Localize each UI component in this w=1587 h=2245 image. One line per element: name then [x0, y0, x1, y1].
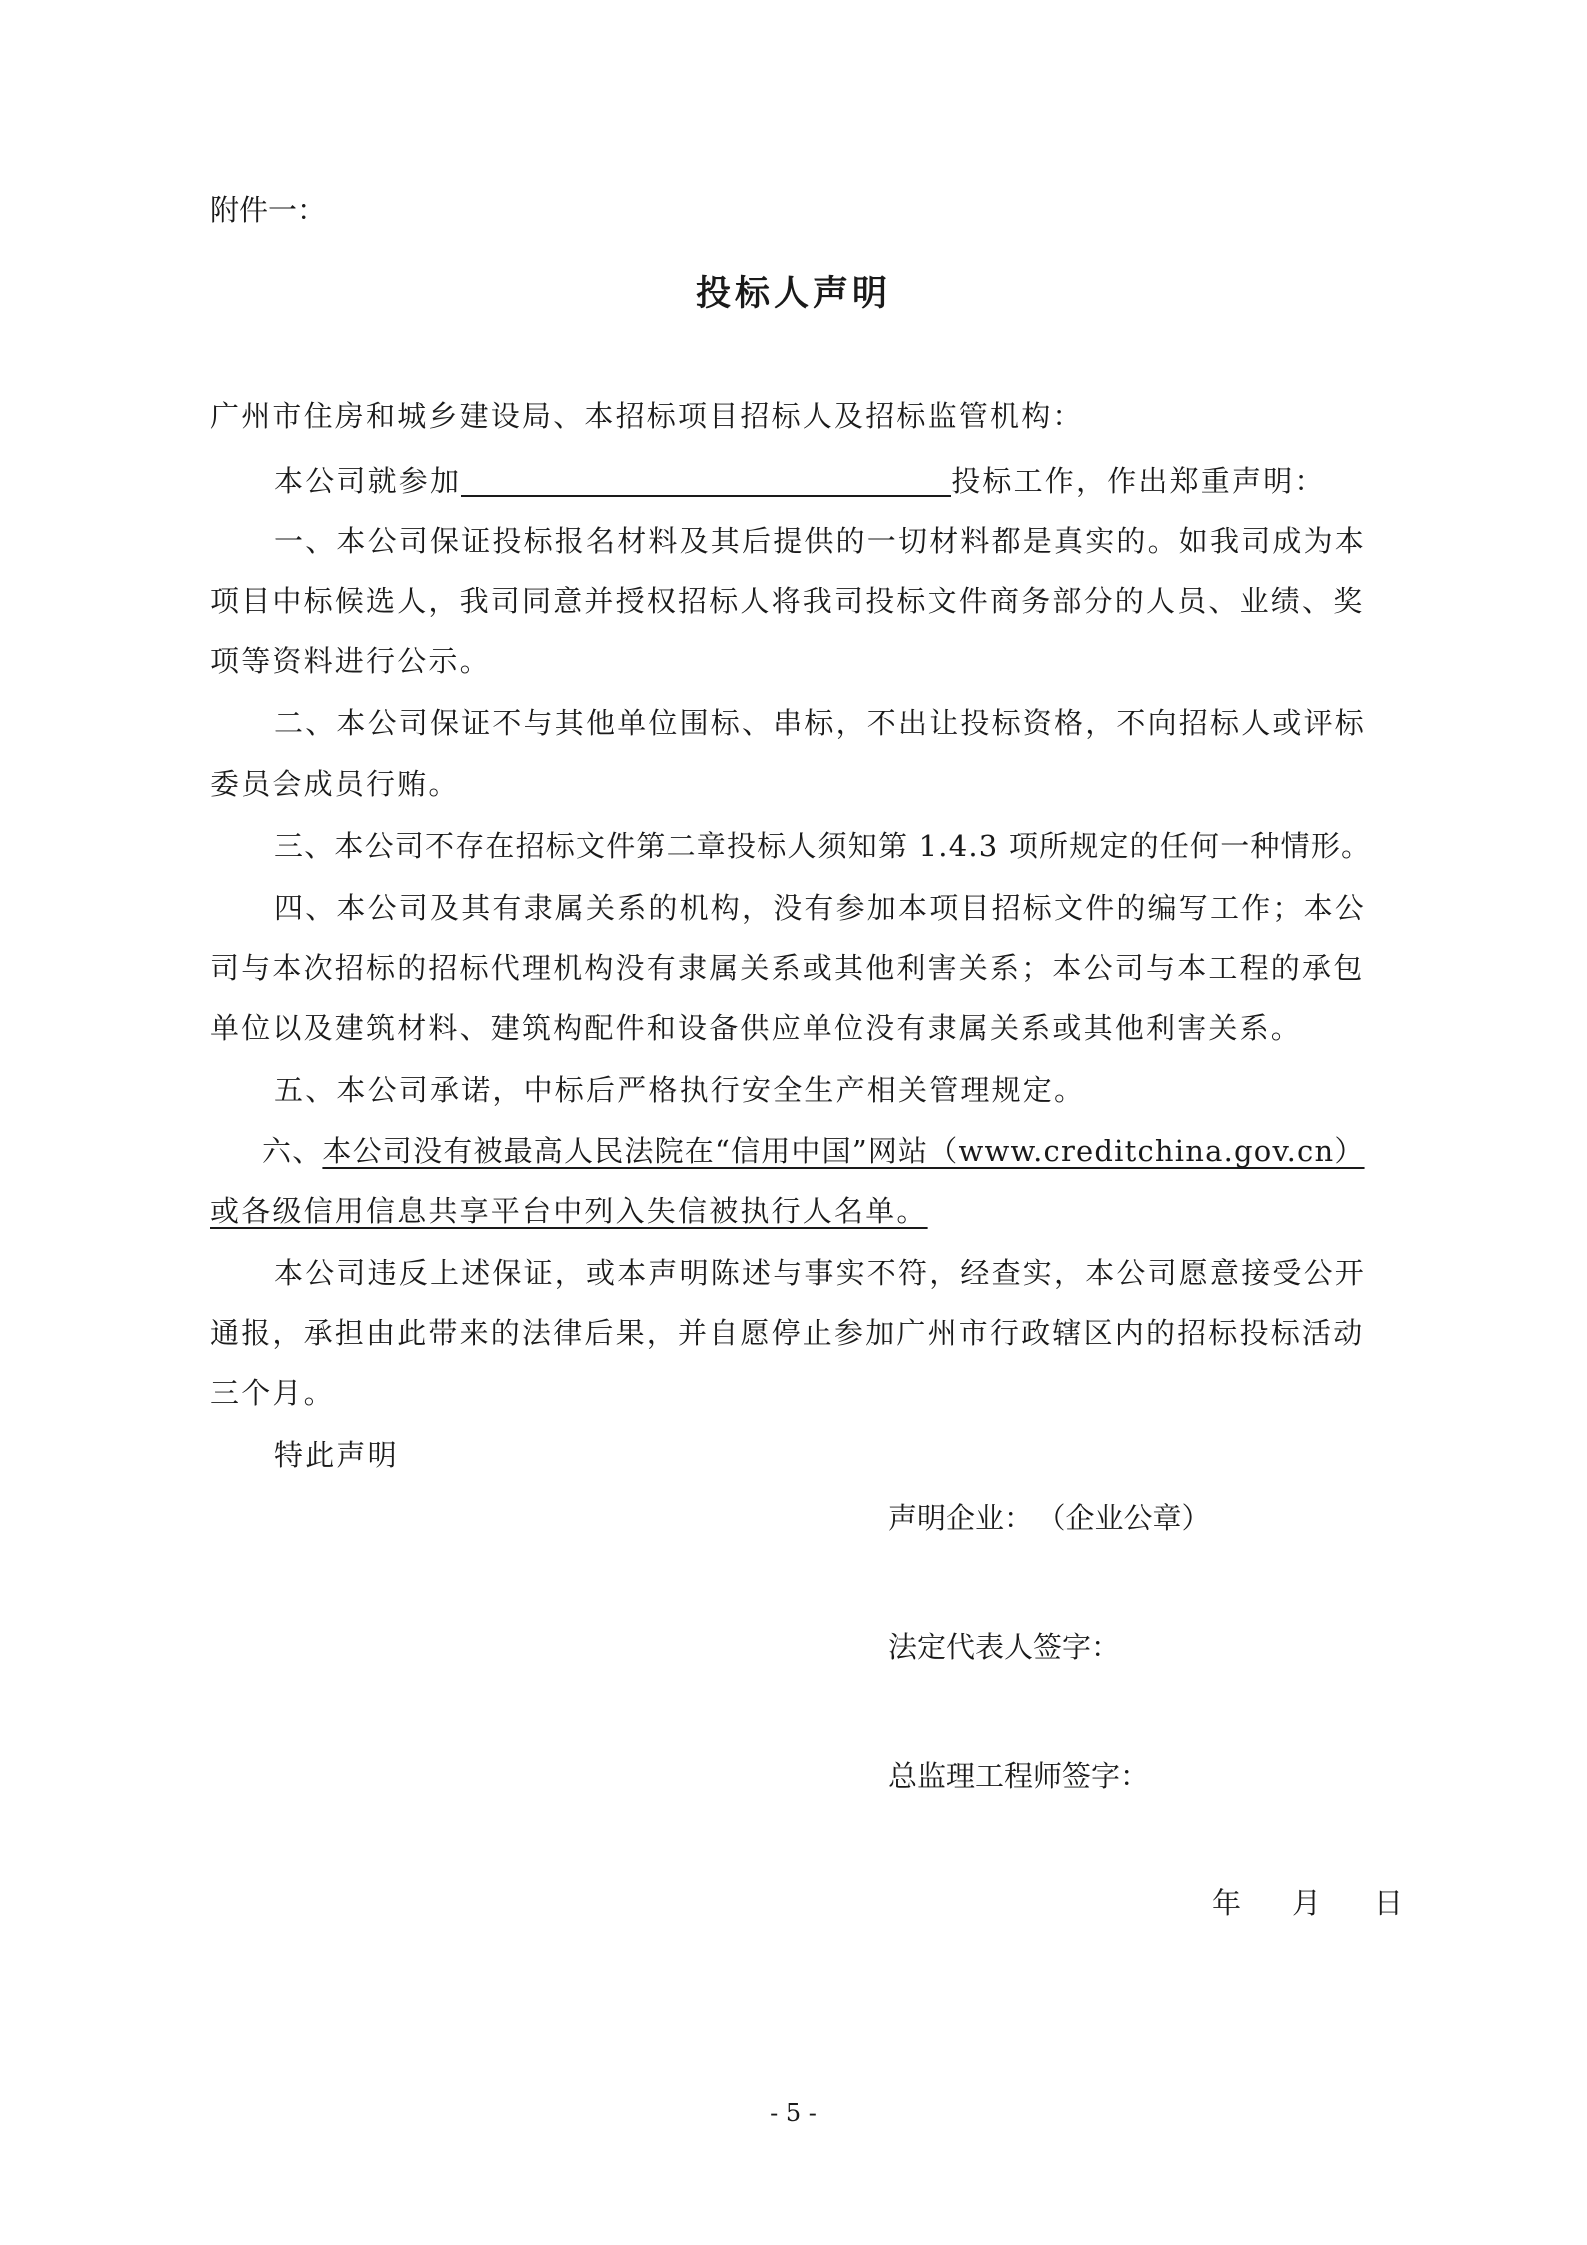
clause4-line3: 单位以及建筑材料、建筑构配件和设备供应单位没有隶属关系或其他利害关系。 [210, 1011, 1303, 1045]
closing-line2: 通报，承担由此带来的法律后果，并自愿停止参加广州市行政辖区内的招标投标活动 [210, 1316, 1365, 1350]
chief-engineer-signature: 总监理工程师签字： [888, 1759, 1150, 1793]
clause3: 三、本公司不存在招标文件第二章投标人须知第 1.4.3 项所规定的任何一种情形。 [274, 829, 1372, 863]
clause6-line1 [262, 1131, 1452, 1171]
date-year: 年 [1212, 1886, 1242, 1920]
closing-line1: 本公司违反上述保证，或本声明陈述与事实不符，经查实，本公司愿意接受公开 [274, 1256, 1367, 1290]
attachment-label: 附件一： [210, 193, 327, 227]
intro-after: 投标工作，作出郑重声明： [951, 464, 1326, 498]
date-day: 日 [1374, 1886, 1404, 1920]
intro-line [274, 461, 1464, 501]
company-label: 声明企业： [888, 1501, 1034, 1535]
clause2-line2: 委员会成员行贿。 [210, 767, 460, 801]
intro-before: 本公司就参加 [274, 464, 462, 498]
clause6-prefix: 六、 [262, 1134, 323, 1168]
clause1-line1: 一、本公司保证投标报名材料及其后提供的一切材料都是真实的。如我司成为本 [274, 524, 1367, 558]
company-seal: （企业公章） [1051, 1501, 1211, 1535]
legal-rep-signature: 法定代表人签字： [888, 1630, 1121, 1664]
page-number: - 5 - [770, 2099, 817, 2127]
clause1-line2: 项目中标候选人，我司同意并授权招标人将我司投标文件商务部分的人员、业绩、奖 [210, 584, 1365, 618]
clause1-line3: 项等资料进行公示。 [210, 644, 491, 678]
closing-line3: 三个月。 [210, 1376, 335, 1410]
hereby-declare: 特此声明 [274, 1438, 399, 1472]
clause6-text-2: 或各级信用信息共享平台中列入失信被执行人名单。 [210, 1194, 928, 1228]
clause4-line2: 司与本次招标的招标代理机构没有隶属关系或其他利害关系；本公司与本工程的承包 [210, 951, 1365, 985]
clause6-text-1: 本公司没有被最高人民法院在“信用中国”网站（www.creditchina.gov.cn） [322, 1134, 1365, 1168]
document-title: 投标人声明 [695, 274, 891, 314]
project-name-blank [461, 465, 951, 497]
addressee: 广州市住房和城乡建设局、本招标项目招标人及招标监管机构： [210, 399, 1084, 433]
declaring-company [888, 1498, 1211, 1538]
date-month: 月 [1292, 1886, 1322, 1920]
clause6-line2 [210, 1191, 1400, 1231]
clause4-line1: 四、本公司及其有隶属关系的机构，没有参加本项目招标文件的编写工作；本公 [274, 891, 1367, 925]
clause5: 五、本公司承诺，中标后严格执行安全生产相关管理规定。 [274, 1073, 1086, 1107]
clause2-line1: 二、本公司保证不与其他单位围标、串标，不出让投标资格，不向招标人或评标 [274, 706, 1367, 740]
